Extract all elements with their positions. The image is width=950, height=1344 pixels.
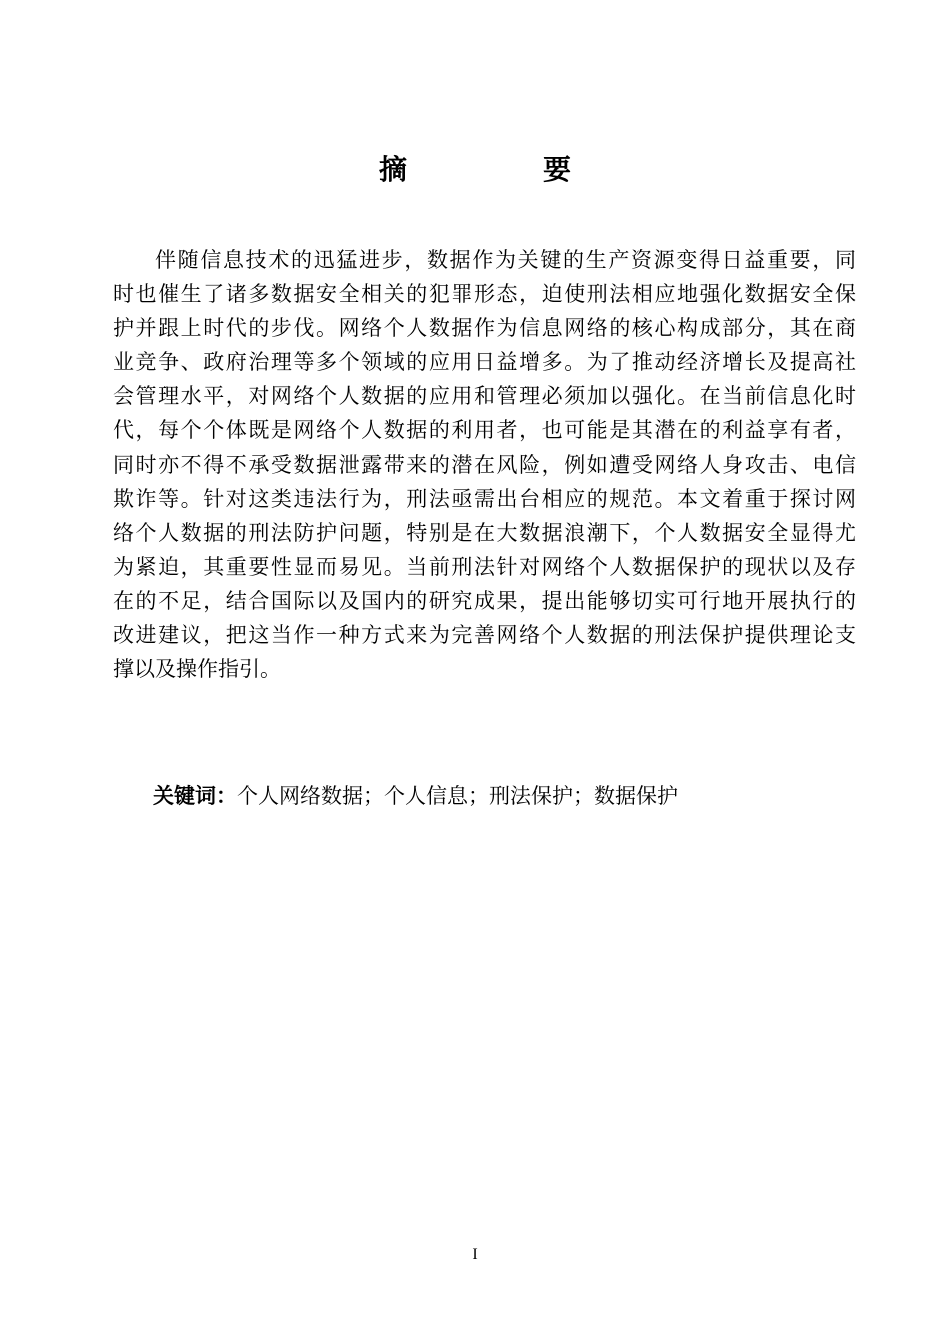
- page-number: I: [472, 1246, 478, 1263]
- abstract-line: 为紧迫，其重要性显而易见。当前刑法针对网络个人数据保护的现状以及存: [113, 554, 856, 579]
- abstract-line: 护并跟上时代的步伐。网络个人数据作为信息网络的核心构成部分，其在商: [113, 316, 856, 341]
- abstract-body: [113, 243, 856, 686]
- abstract-line: 撑以及操作指引。: [113, 657, 281, 682]
- abstract-line: 欺诈等。针对这类违法行为，刑法亟需出台相应的规范。本文着重于探讨网: [113, 486, 856, 511]
- abstract-line: 伴随信息技术的迅猛进步，数据作为关键的生产资源变得日益重要，同: [155, 248, 856, 272]
- keywords: [153, 779, 678, 813]
- keywords-label: 关键词：: [153, 784, 237, 808]
- abstract-title: 摘 要: [378, 153, 625, 186]
- abstract-line: 络个人数据的刑法防护问题，特别是在大数据浪潮下，个人数据安全显得尤: [113, 520, 856, 545]
- abstract-line: 改进建议，把这当作一种方式来为完善网络个人数据的刑法保护提供理论支: [113, 623, 856, 648]
- abstract-line: 在的不足，结合国际以及国内的研究成果，提出能够切实可行地开展执行的: [113, 588, 856, 613]
- abstract-line: 业竞争、政府治理等多个领域的应用日益增多。为了推动经济增长及提高社: [113, 350, 856, 375]
- abstract-line: 同时亦不得不承受数据泄露带来的潜在风险，例如遭受网络人身攻击、电信: [113, 452, 856, 477]
- abstract-line: 会管理水平，对网络个人数据的应用和管理必须加以强化。在当前信息化时: [113, 384, 856, 409]
- keywords-value: 个人网络数据；个人信息；刑法保护；数据保护: [237, 784, 678, 808]
- abstract-line: 代，每个个体既是网络个人数据的利用者，也可能是其潜在的利益享有者，: [113, 418, 856, 443]
- abstract-line: 时也催生了诸多数据安全相关的犯罪形态，迫使刑法相应地强化数据安全保: [113, 282, 856, 307]
